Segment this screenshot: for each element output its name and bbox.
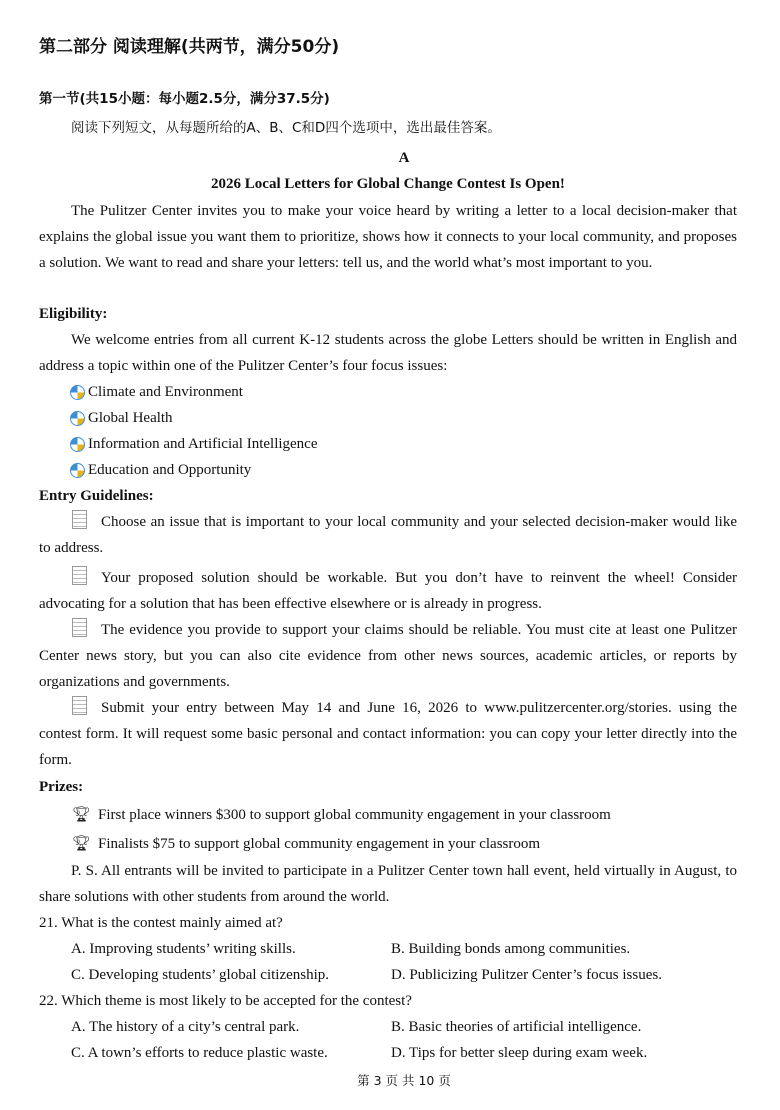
guideline-item: The evidence you provide to support your claims should be reliable. You must cite at least one Pulitzer Center news story, but you can also cite evidence from other news sources, academic articles, or reports by organizations and governments.	[39, 617, 737, 695]
section-title: 第一节(共15小题：每小题2.5分，满分37.5分)	[39, 91, 330, 107]
question-stem: 21. What is the contest mainly aimed at?	[39, 915, 283, 931]
globe-icon	[70, 411, 85, 426]
globe-icon	[70, 463, 85, 478]
guideline-item: Submit your entry between May 14 and June 16, 2026 to www.pulitzercenter.org/stories. using the contest form. It will request some basic personal and contact information: you can copy your letter directly into the form.	[39, 695, 737, 773]
document-icon	[72, 566, 87, 585]
focus-issue: Climate and Environment	[70, 379, 243, 405]
eligibility-text: We welcome entries from all current K-12 students across the globe Letters should be written in English and address a topic within one of the Pulitzer Center’s four focus issues:	[39, 332, 737, 374]
document-icon	[72, 510, 87, 529]
guidelines-heading: Entry Guidelines:	[39, 488, 154, 504]
focus-issue: Education and Opportunity	[70, 457, 251, 483]
guideline-item: Your proposed solution should be workable. But you don’t have to reinvent the wheel! Consider advocating for a solution that has been effective elsewhere or is already in progress.	[39, 565, 737, 617]
option-a: A. Improving students’ writing skills.	[71, 941, 296, 957]
ps-paragraph: P. S. All entrants will be invited to participate in a Pulitzer Center town hall event, held virtually in August, to share solutions with other students from around the world.	[39, 863, 737, 905]
passage-label: A	[398, 150, 410, 166]
option-b: B. Basic theories of artificial intelligence.	[391, 1019, 642, 1035]
focus-issue: Global Health	[70, 405, 173, 431]
option-d: D. Publicizing Pulitzer Center’s focus issues.	[391, 967, 662, 983]
globe-icon	[70, 437, 85, 452]
prizes-heading: Prizes:	[39, 779, 84, 795]
submission-link[interactable]: www.pulitzercenter.org/stories.	[484, 700, 672, 716]
document-icon	[72, 696, 87, 715]
trophy-icon: 🏆︎	[72, 807, 92, 823]
option-a: A. The history of a city’s central park.	[71, 1019, 300, 1035]
focus-issue: Information and Artificial Intelligence	[70, 431, 318, 457]
guideline-item: Choose an issue that is important to your local community and your selected decision-maker would like to address.	[39, 509, 737, 561]
document-icon	[72, 618, 87, 637]
globe-icon	[70, 385, 85, 400]
prize-item: 🏆︎ First place winners $300 to support global community engagement in your classroom	[72, 802, 611, 828]
trophy-icon: 🏆︎	[72, 836, 92, 852]
option-d: D. Tips for better sleep during exam week.	[391, 1045, 648, 1061]
option-b: B. Building bonds among communities.	[391, 941, 631, 957]
option-c: C. A town’s efforts to reduce plastic waste.	[71, 1045, 328, 1061]
part-title: 第二部分 阅读理解(共两节，满分50分)	[39, 37, 340, 57]
page-footer: 第 3 页 共 10 页	[357, 1073, 451, 1088]
instruction: 阅读下列短文，从每题所给的A、B、C和D四个选项中，选出最佳答案。	[71, 120, 501, 136]
question-stem: 22. Which theme is most likely to be accepted for the contest?	[39, 993, 412, 1009]
intro-paragraph: The Pulitzer Center invites you to make your voice heard by writing a letter to a local decision-maker that explains the global issue you want them to prioritize, shows how it connects to your local community, and proposes a solution. We want to read and share your letters: tell us, and the world what’s most important to you.	[39, 203, 737, 271]
prize-item: 🏆︎ Finalists $75 to support global community engagement in your classroom	[72, 831, 540, 857]
passage-title: 2026 Local Letters for Global Change Contest Is Open!	[211, 176, 565, 192]
eligibility-heading: Eligibility:	[39, 306, 108, 322]
option-c: C. Developing students’ global citizenship.	[71, 967, 330, 983]
